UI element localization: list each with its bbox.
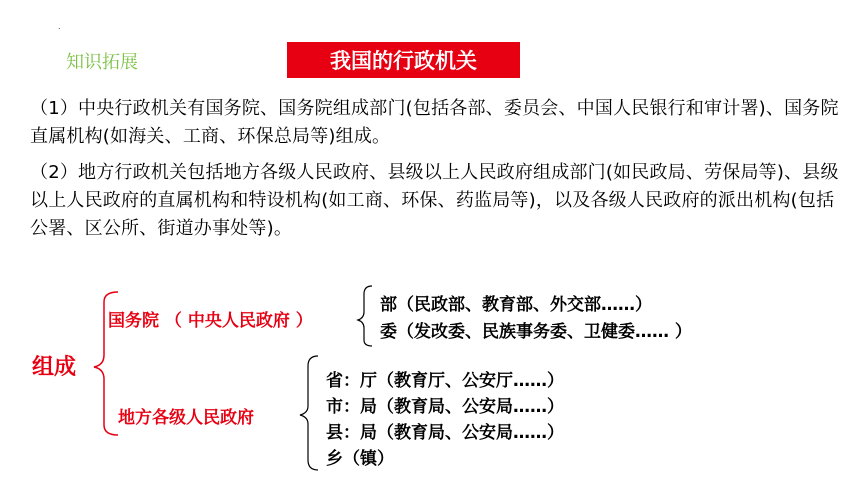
local-item-province: 省：厅（教育厅、公安厅……） [326,371,564,391]
local-item-county: 县：局（教育局、公安局……） [326,423,564,443]
local-item-township: 乡（镇） [326,449,394,469]
local-item-city: 市：局（教育局、公安局……） [326,397,564,417]
paragraph-central: （1）中央行政机关有国务院、国务院组成部门(包括各部、委员会、中国人民银行和审计署)、国务院直属机构(如海关、工商、环保总局等)组成。 [30,98,839,147]
local-brace [300,356,318,470]
page-title-text: 我国的行政机关 [330,49,477,73]
central-government-label: 国务院 （ 中央人民政府 ） [108,311,313,331]
section-tag: 知识拓展 [66,52,138,73]
root-label: 组成 [32,355,77,380]
corner-dot: . [58,22,61,31]
page-title [287,42,520,78]
central-brace [358,286,372,346]
central-item-ministries: 部（民政部、教育部、外交部……） [380,295,652,315]
local-government-label: 地方各级人民政府 [118,408,254,428]
paragraph-local: （2）地方行政机关包括地方各级人民政府、县级以上人民政府组成部门(如民政局、劳保局等)、县级以上人民政府的直属机构和特设机构(如工商、环保、药监局等)，以及各级人民政府的派出机构(包括公署、区公所、街道办事处等)。 [30,162,839,239]
central-item-commissions: 委（发改委、民族事务委、卫健委…… ） [380,322,692,342]
